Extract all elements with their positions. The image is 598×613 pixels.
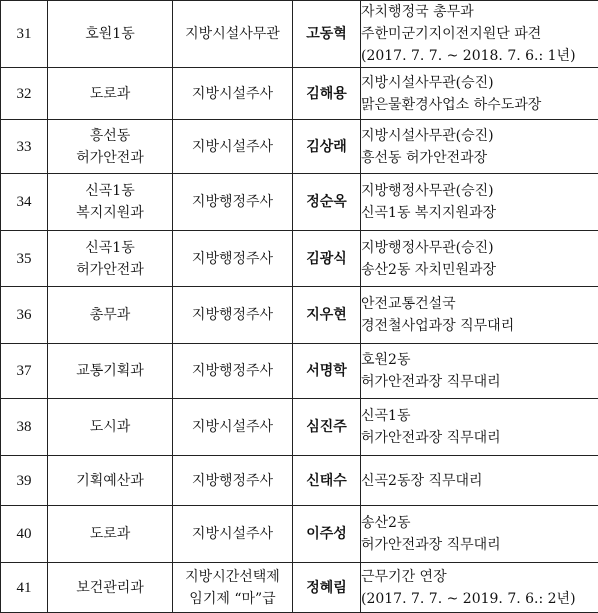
department-cell: [48, 1, 173, 68]
grade-cell-line: 지방시설주사: [173, 416, 292, 438]
grade-cell: [173, 563, 293, 613]
grade-cell-line: 지방시간선택제: [173, 566, 292, 588]
grade-cell-line: 지방행정주사: [173, 191, 292, 213]
department-cell: [48, 120, 173, 174]
department-cell-line: 기획예산과: [48, 470, 172, 492]
department-cell: [48, 399, 173, 456]
assignment-cell: [361, 287, 598, 344]
assignment-cell-line: 주한미군기지이전지원단 파견: [361, 23, 598, 45]
department-cell: [48, 287, 173, 344]
grade-cell: [173, 399, 293, 456]
person-name: 김해용: [293, 68, 361, 120]
assignment-cell-line: 경전철사업과장 직무대리: [361, 315, 598, 337]
grade-cell-line: 지방행정주사: [173, 360, 292, 382]
table-row: [1, 344, 598, 399]
person-name: 김광식: [293, 231, 361, 287]
grade-cell: [173, 506, 293, 563]
department-cell: [48, 231, 173, 287]
assignment-cell: [361, 399, 598, 456]
row-number: 40: [1, 506, 48, 563]
grade-cell: [173, 174, 293, 231]
department-cell: [48, 456, 173, 506]
department-cell-line: 신곡1동: [48, 237, 172, 259]
assignment-cell-line: 지방행정사무관(승진): [361, 180, 598, 202]
person-name: 이주성: [293, 506, 361, 563]
assignment-cell-line: (2017. 7. 7. ~ 2019. 7. 6.: 2년): [361, 588, 598, 610]
person-name: 정순옥: [293, 174, 361, 231]
grade-cell: [173, 344, 293, 399]
grade-cell-line: 지방시설주사: [173, 83, 292, 105]
assignment-cell-line: (2017. 7. 7. ~ 2018. 7. 6.: 1년): [361, 45, 598, 67]
grade-cell-line: 지방행정주사: [173, 304, 292, 326]
table-row: [1, 287, 598, 344]
assignment-cell-line: 근무기간 연장: [361, 566, 598, 588]
department-cell: [48, 174, 173, 231]
assignment-cell: [361, 1, 598, 68]
assignment-cell-line: 허가안전과장 직무대리: [361, 371, 598, 393]
grade-cell-line: 지방시설주사: [173, 136, 292, 158]
row-number: 37: [1, 344, 48, 399]
person-name: 지우현: [293, 287, 361, 344]
person-name: 정혜림: [293, 563, 361, 613]
personnel-table-body: [1, 1, 598, 613]
row-number: 39: [1, 456, 48, 506]
assignment-cell-line: 흥선동 허가안전과장: [361, 147, 598, 169]
department-cell: [48, 506, 173, 563]
table-row: [1, 120, 598, 174]
grade-cell-line: 지방행정주사: [173, 248, 292, 270]
department-cell: [48, 563, 173, 613]
person-name: 김상래: [293, 120, 361, 174]
table-row: [1, 506, 598, 563]
grade-cell: [173, 68, 293, 120]
department-cell-line: 교통기획과: [48, 360, 172, 382]
assignment-cell: [361, 231, 598, 287]
table-row: [1, 399, 598, 456]
row-number: 36: [1, 287, 48, 344]
assignment-cell-line: 지방시설사무관(승진): [361, 72, 598, 94]
grade-cell: [173, 287, 293, 344]
assignment-cell-line: 신곡2동장 직무대리: [361, 470, 598, 492]
grade-cell: [173, 456, 293, 506]
assignment-cell: [361, 120, 598, 174]
assignment-cell-line: 맑은물환경사업소 하수도과장: [361, 94, 598, 116]
grade-cell: [173, 231, 293, 287]
row-number: 32: [1, 68, 48, 120]
assignment-cell-line: 안전교통건설국: [361, 293, 598, 315]
grade-cell: [173, 120, 293, 174]
assignment-cell-line: 지방시설사무관(승진): [361, 125, 598, 147]
row-number: 31: [1, 1, 48, 68]
assignment-cell: [361, 506, 598, 563]
assignment-cell-line: 자치행정국 총무과: [361, 1, 598, 23]
department-cell-line: 총무과: [48, 304, 172, 326]
table-row: [1, 231, 598, 287]
grade-cell: [173, 1, 293, 68]
table-row: [1, 563, 598, 613]
assignment-cell-line: 신곡1동: [361, 405, 598, 427]
assignment-cell: [361, 563, 598, 613]
department-cell-line: 보건관리과: [48, 577, 172, 599]
assignment-cell-line: 허가안전과장 직무대리: [361, 427, 598, 449]
person-name: 신태수: [293, 456, 361, 506]
department-cell: [48, 344, 173, 399]
department-cell-line: 복지지원과: [48, 202, 172, 224]
department-cell-line: 도시과: [48, 416, 172, 438]
table-row: [1, 174, 598, 231]
department-cell-line: 허가안전과: [48, 259, 172, 281]
assignment-cell-line: 송산2동: [361, 512, 598, 534]
grade-cell-line: 지방행정주사: [173, 470, 292, 492]
grade-cell-line: 임기제 “마”급: [173, 588, 292, 610]
assignment-cell: [361, 174, 598, 231]
grade-cell-line: 지방시설사무관: [173, 23, 292, 45]
row-number: 41: [1, 563, 48, 613]
department-cell-line: 호원1동: [48, 23, 172, 45]
department-cell-line: 흥선동: [48, 125, 172, 147]
person-name: 심진주: [293, 399, 361, 456]
table-row: [1, 68, 598, 120]
row-number: 38: [1, 399, 48, 456]
assignment-cell: [361, 68, 598, 120]
assignment-cell: [361, 344, 598, 399]
assignment-cell-line: 송산2동 자치민원과장: [361, 259, 598, 281]
department-cell-line: 신곡1동: [48, 180, 172, 202]
grade-cell-line: 지방시설주사: [173, 523, 292, 545]
department-cell-line: 도로과: [48, 523, 172, 545]
department-cell-line: 도로과: [48, 83, 172, 105]
row-number: 33: [1, 120, 48, 174]
table-row: [1, 1, 598, 68]
assignment-cell: [361, 456, 598, 506]
assignment-cell-line: 신곡1동 복지지원과장: [361, 202, 598, 224]
person-name: 고동혁: [293, 1, 361, 68]
department-cell: [48, 68, 173, 120]
row-number: 35: [1, 231, 48, 287]
person-name: 서명학: [293, 344, 361, 399]
row-number: 34: [1, 174, 48, 231]
department-cell-line: 허가안전과: [48, 147, 172, 169]
assignment-cell-line: 지방행정사무관(승진): [361, 237, 598, 259]
assignment-cell-line: 호원2동: [361, 349, 598, 371]
assignment-cell-line: 허가안전과장 직무대리: [361, 534, 598, 556]
table-row: [1, 456, 598, 506]
